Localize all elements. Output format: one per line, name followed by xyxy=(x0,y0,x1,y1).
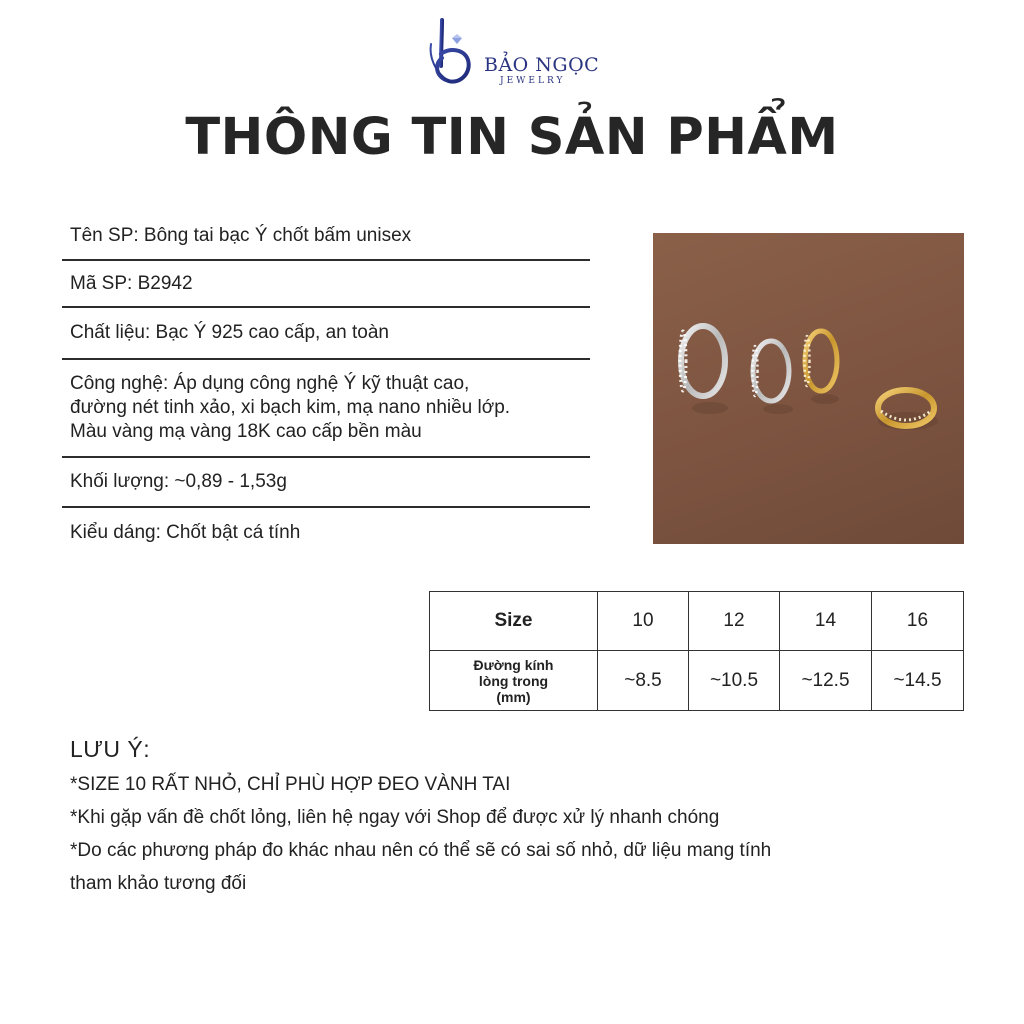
diameter-cell: ~14.5 xyxy=(872,651,964,711)
size-cell: 10 xyxy=(598,592,689,651)
product-photo xyxy=(653,233,964,544)
spec-material: Chất liệu: Bạc Ý 925 cao cấp, an toàn xyxy=(62,308,590,360)
brand-name: BẢO NGỌC xyxy=(484,54,600,76)
note-line: *SIZE 10 RẤT NHỎ, CHỈ PHÙ HỢP ĐEO VÀNH TAI xyxy=(70,774,511,795)
note-line: *Khi gặp vấn đề chốt lỏng, liên hệ ngay với Shop để được xử lý nhanh chóng xyxy=(70,807,720,828)
spec-product-name: Tên SP: Bông tai bạc Ý chốt bấm unisex xyxy=(62,212,590,261)
notes-title: LƯU Ý: xyxy=(70,736,151,762)
note-line: *Do các phương pháp đo khác nhau nên có thể sẽ có sai số nhỏ, dữ liệu mang tính xyxy=(70,840,772,861)
diameter-cell: ~8.5 xyxy=(598,651,689,711)
spec-weight: Khối lượng: ~0,89 - 1,53g xyxy=(62,458,590,508)
page-title: THÔNG TIN SẢN PHẨM xyxy=(185,108,839,167)
diameter-cell: ~12.5 xyxy=(780,651,872,711)
size-cell: 14 xyxy=(780,592,872,651)
size-table-diameter-row xyxy=(430,651,964,711)
size-cell: 12 xyxy=(689,592,780,651)
size-cell: 16 xyxy=(872,592,964,651)
size-table-header-row xyxy=(430,592,964,651)
hoop-earrings-photo xyxy=(653,233,964,544)
size-table xyxy=(429,591,964,711)
note-line: tham khảo tương đối xyxy=(70,873,247,894)
brand-logo-icon xyxy=(428,14,488,90)
size-header-label: Size xyxy=(430,592,598,651)
spec-style: Kiểu dáng: Chốt bật cá tính xyxy=(70,522,301,543)
notes-list xyxy=(70,768,950,900)
spec-list xyxy=(62,212,590,558)
silver-hoop-large xyxy=(681,326,725,396)
diameter-cell: ~10.5 xyxy=(689,651,780,711)
brand-subtitle: JEWELRY xyxy=(500,76,566,86)
spec-product-code: Mã SP: B2942 xyxy=(62,261,590,308)
spec-technology: Công nghệ: Áp dụng công nghệ Ý kỹ thuật cao, đường nét tinh xảo, xi bạch kim, mạ nano nhiều lớp. Màu vàng mạ vàng 18K cao cấp bền màu xyxy=(62,360,590,458)
brand-logo xyxy=(428,14,608,90)
diameter-row-label: Đường kính lòng trong (mm) xyxy=(430,651,598,711)
